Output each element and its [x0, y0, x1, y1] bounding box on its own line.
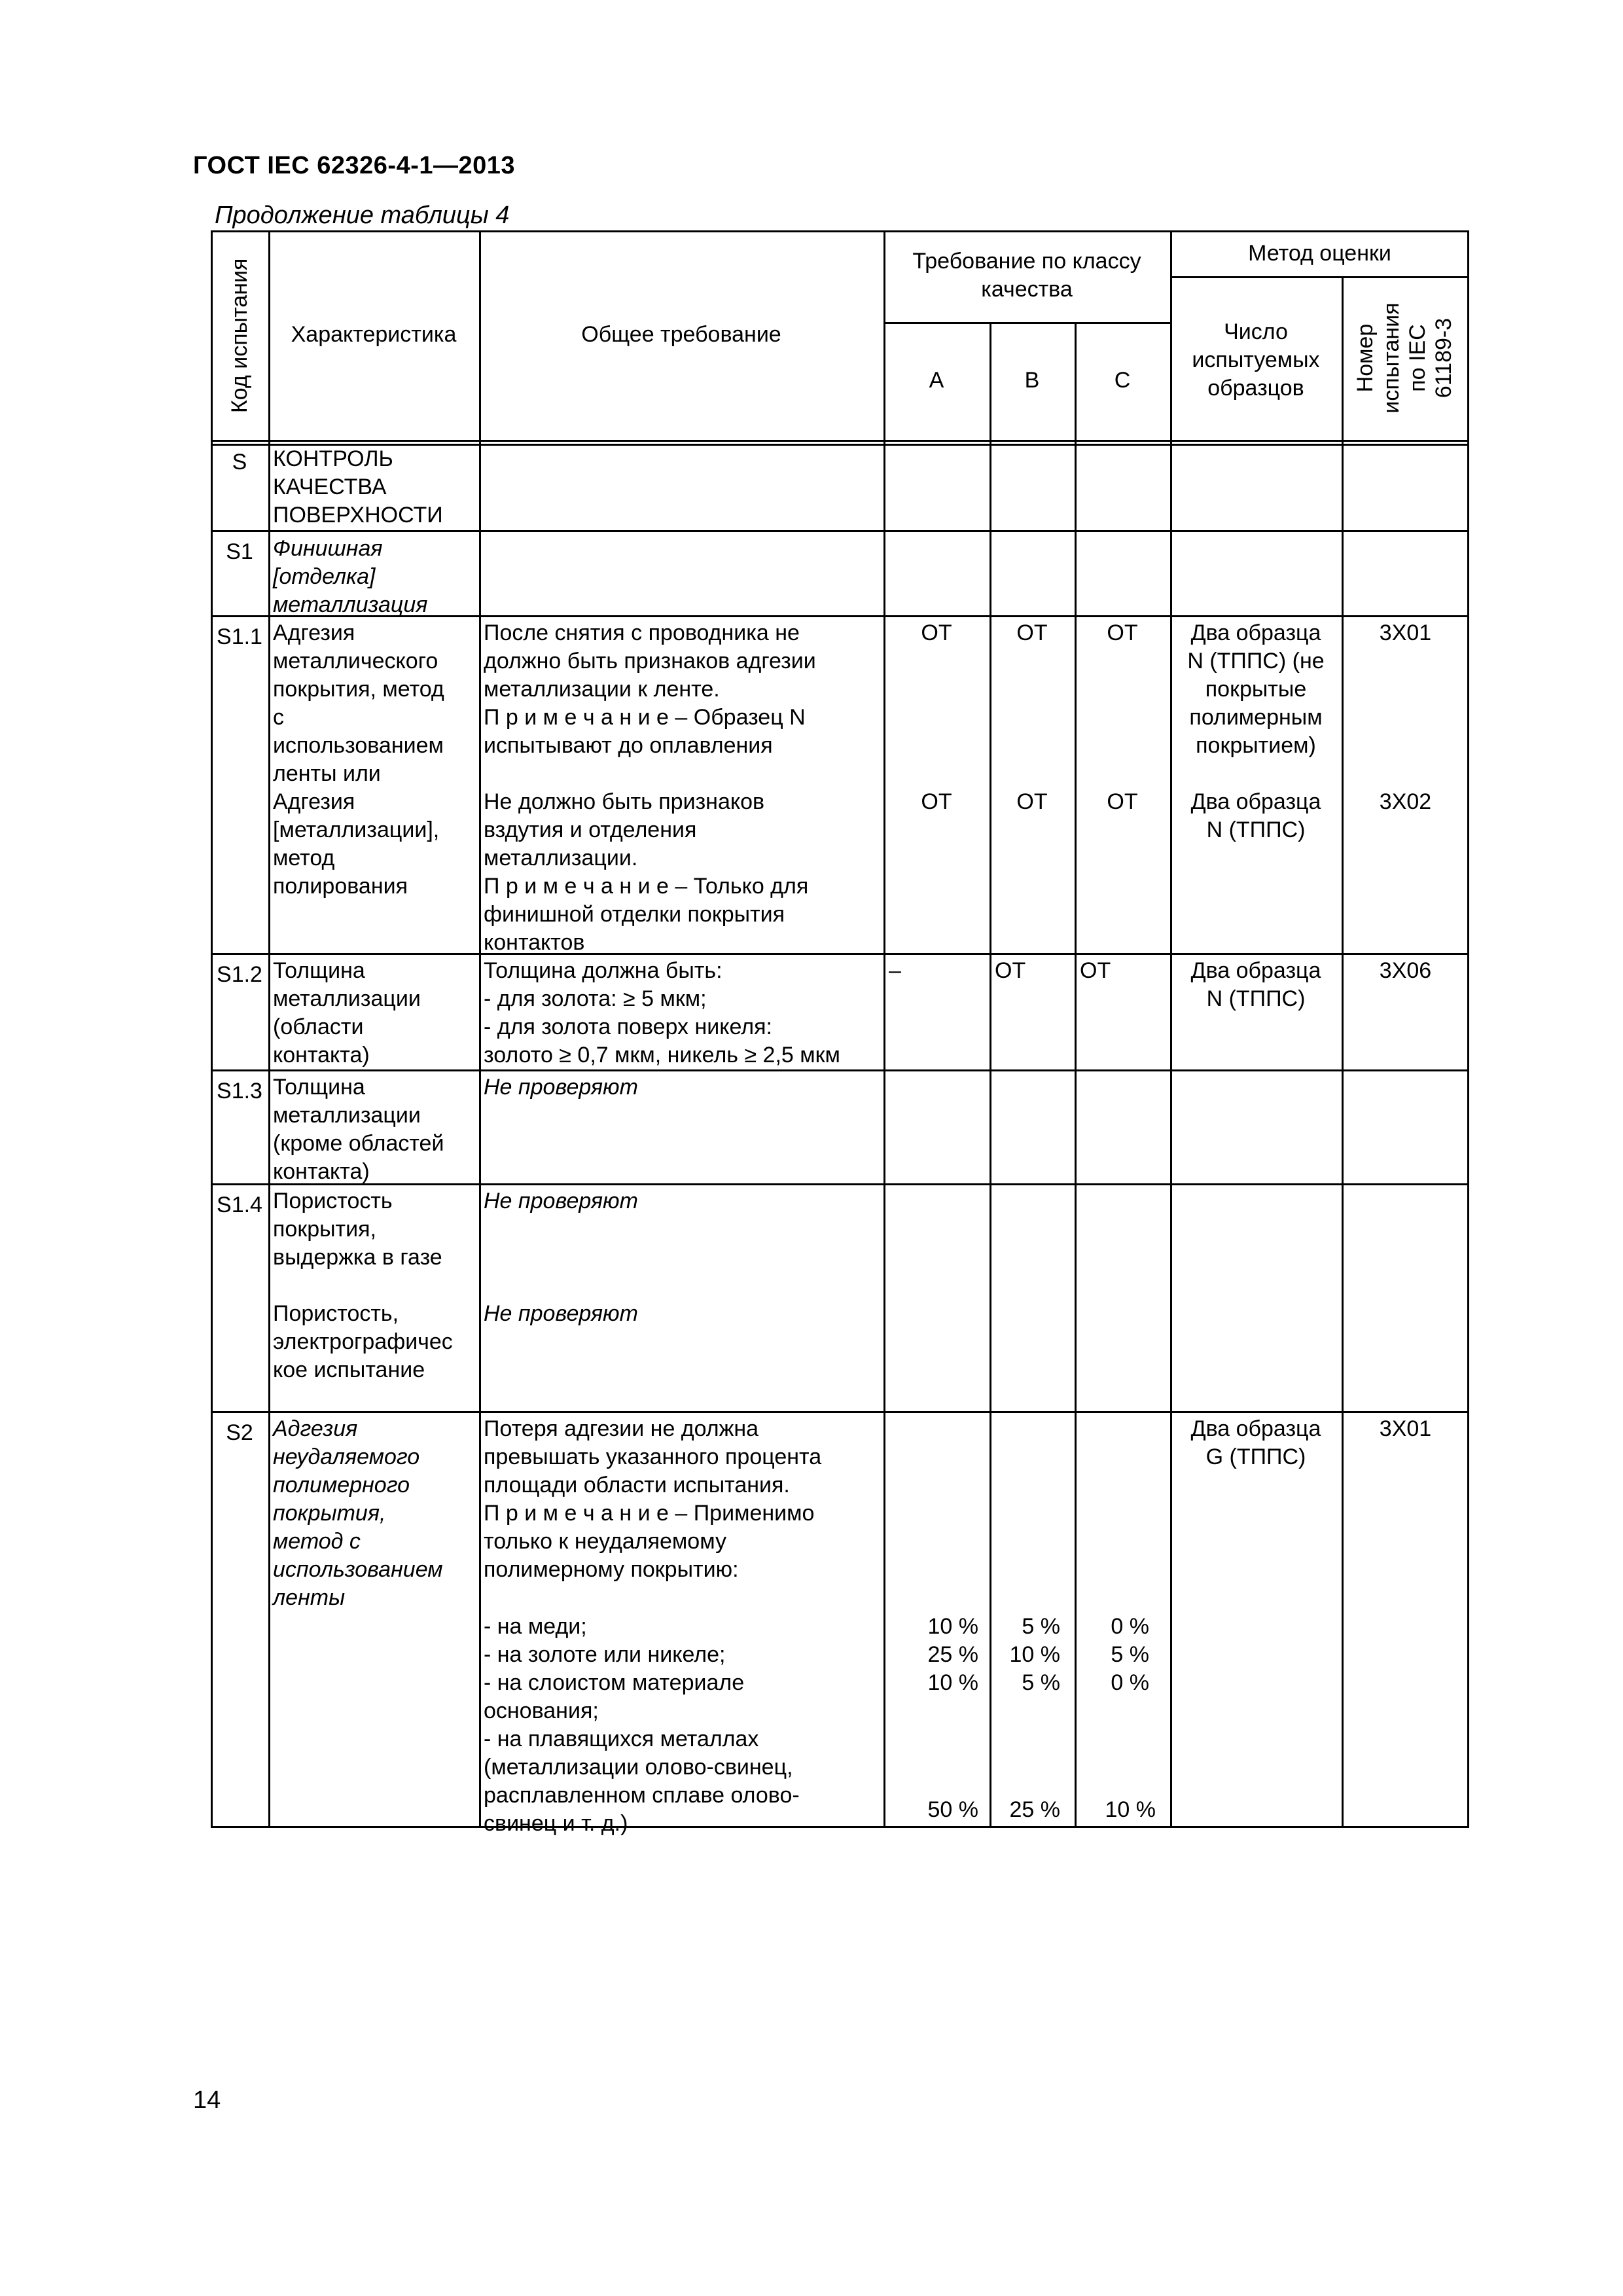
row-s12-code: S1.2	[217, 962, 262, 987]
header-samples: Число испытуемых образцов	[1192, 319, 1320, 401]
document-code: ГОСТ IEC 62326-4-1—2013	[193, 152, 516, 179]
page-number: 14	[193, 2087, 221, 2114]
row-s2-class-b-last: 25 %	[1009, 1797, 1060, 1822]
header-characteristic: Характеристика	[291, 322, 457, 347]
header-class-requirement: Требование по классу качества	[912, 249, 1141, 302]
row-s11-characteristic-2: Адгезия [металлизации], метод полирования	[273, 789, 440, 899]
row-s1-code: S1	[226, 539, 253, 564]
row-s12-test-number: 3X06	[1379, 958, 1432, 983]
row-s11-class-b-2: OT	[1016, 789, 1048, 814]
row-divider	[883, 322, 1170, 324]
column-divider	[479, 230, 481, 1827]
header-test-code: Код испытания	[227, 258, 252, 413]
header-method: Метод оценки	[1248, 241, 1391, 266]
row-s2-class-a-values: 10 % 25 % 10 %	[927, 1614, 978, 1695]
row-s13-requirement: Не проверяют	[484, 1075, 638, 1100]
row-s12-samples: Два образца N (ТППС)	[1190, 958, 1321, 1011]
row-s11-class-c-2: OT	[1107, 789, 1138, 814]
row-s2-class-a-last: 50 %	[927, 1797, 978, 1822]
column-divider	[990, 322, 991, 1827]
table-caption: Продолжение таблицы 4	[215, 202, 510, 229]
row-s11-class-b-1: OT	[1016, 620, 1048, 645]
row-divider	[211, 953, 1469, 955]
row-divider	[211, 1411, 1469, 1413]
row-s14-requirement-2: Не проверяют	[484, 1301, 638, 1326]
row-s11-class-a-2: OT	[921, 789, 952, 814]
row-s14-code: S1.4	[217, 1193, 262, 1217]
column-divider	[1170, 230, 1172, 1827]
row-s13-characteristic: Толщина металлизации (кроме областей контакта)	[273, 1075, 444, 1184]
row-s13-code: S1.3	[217, 1079, 262, 1103]
row-s11-requirement-2: Не должно быть признаков вздутия и отделения металлизации. П р и м е ч а н и е – Только для финишной отделки покрытия контактов	[484, 789, 809, 955]
row-s-characteristic: КОНТРОЛЬ КАЧЕСТВА ПОВЕРХНОСТИ	[273, 446, 443, 528]
row-s11-samples-2: Два образца N (ТППС)	[1190, 789, 1321, 842]
column-divider	[268, 230, 270, 1827]
column-divider	[883, 230, 885, 1827]
row-s2-class-c-values: 0 % 5 % 0 %	[1111, 1614, 1149, 1695]
table-border-right	[1467, 230, 1469, 1827]
row-s2-class-b-values: 5 % 10 % 5 %	[1009, 1614, 1060, 1695]
row-s12-class-c: OT	[1080, 958, 1111, 983]
requirements-table	[211, 230, 1469, 1836]
row-s2-requirement-intro: Потеря адгезии не должна превышать указанного процента площади области испытания. П р и м е ч а н и е – Применимо только к неудаляемому полимерному покрытию:	[484, 1416, 822, 1582]
row-s14-characteristic-2: Пористость, электрографичес кое испытание	[273, 1301, 453, 1382]
row-s11-test-number-1: 3X01	[1379, 620, 1432, 645]
row-s11-class-a-1: OT	[921, 620, 952, 645]
row-s14-characteristic-1: Пористость покрытия, выдержка в газе	[273, 1189, 442, 1270]
row-s-code: S	[232, 450, 247, 475]
header-test-number: Номер испытания по IEC 61189-3	[1353, 302, 1456, 414]
header-general-requirement: Общее требование	[581, 322, 781, 347]
row-s11-requirement-1: После снятия с проводника не должно быть признаков адгезии металлизации к ленте. П р и м е ч а н и е – Образец N испытывают до оплавления	[484, 620, 816, 758]
row-s12-characteristic: Толщина металлизации (области контакта)	[273, 958, 421, 1067]
row-s12-class-a: –	[889, 958, 901, 983]
row-divider	[211, 530, 1469, 532]
row-s2-class-c-last: 10 %	[1105, 1797, 1156, 1822]
header-class-c: C	[1114, 368, 1131, 393]
header-class-b: B	[1024, 368, 1040, 393]
row-s2-test-number: 3X01	[1379, 1416, 1432, 1441]
row-s11-samples-1: Два образца N (ТППС) (не покрытые полимерным покрытием)	[1187, 620, 1325, 758]
row-s12-class-b: OT	[995, 958, 1026, 983]
row-divider	[211, 1069, 1469, 1071]
row-s2-requirement-list: - на меди; - на золоте или никеле; - на слоистом материале основания; - на плавящихся металлах (металлизации олово-свинец, расплавленном сплаве олово- свинец и т. д.)	[484, 1614, 800, 1836]
column-divider	[1342, 276, 1344, 1827]
row-s2-characteristic: Адгезия неудаляемого полимерного покрытия, метод с использованием ленты	[273, 1416, 443, 1610]
header-class-a: A	[929, 368, 944, 393]
row-s14-requirement-1: Не проверяют	[484, 1189, 638, 1213]
column-divider	[1075, 322, 1077, 1827]
row-s11-code: S1.1	[217, 624, 262, 649]
row-s2-samples: Два образца G (ТППС)	[1190, 1416, 1321, 1469]
row-s11-characteristic-1: Адгезия металлического покрытия, метод с использованием ленты или	[273, 620, 444, 786]
row-s2-code: S2	[226, 1420, 253, 1445]
row-s11-test-number-2: 3X02	[1379, 789, 1432, 814]
table-border-bottom	[211, 1826, 1469, 1828]
row-s1-characteristic: Финишная [отделка] металлизация	[273, 536, 428, 617]
table-border-top	[211, 230, 1469, 232]
row-s11-class-c-1: OT	[1107, 620, 1138, 645]
row-divider	[1170, 276, 1469, 278]
row-s12-requirement: Толщина должна быть: - для золота: ≥ 5 мкм; - для золота поверх никеля: золото ≥ 0,7 мкм, никель ≥ 2,5 мкм	[484, 958, 840, 1067]
